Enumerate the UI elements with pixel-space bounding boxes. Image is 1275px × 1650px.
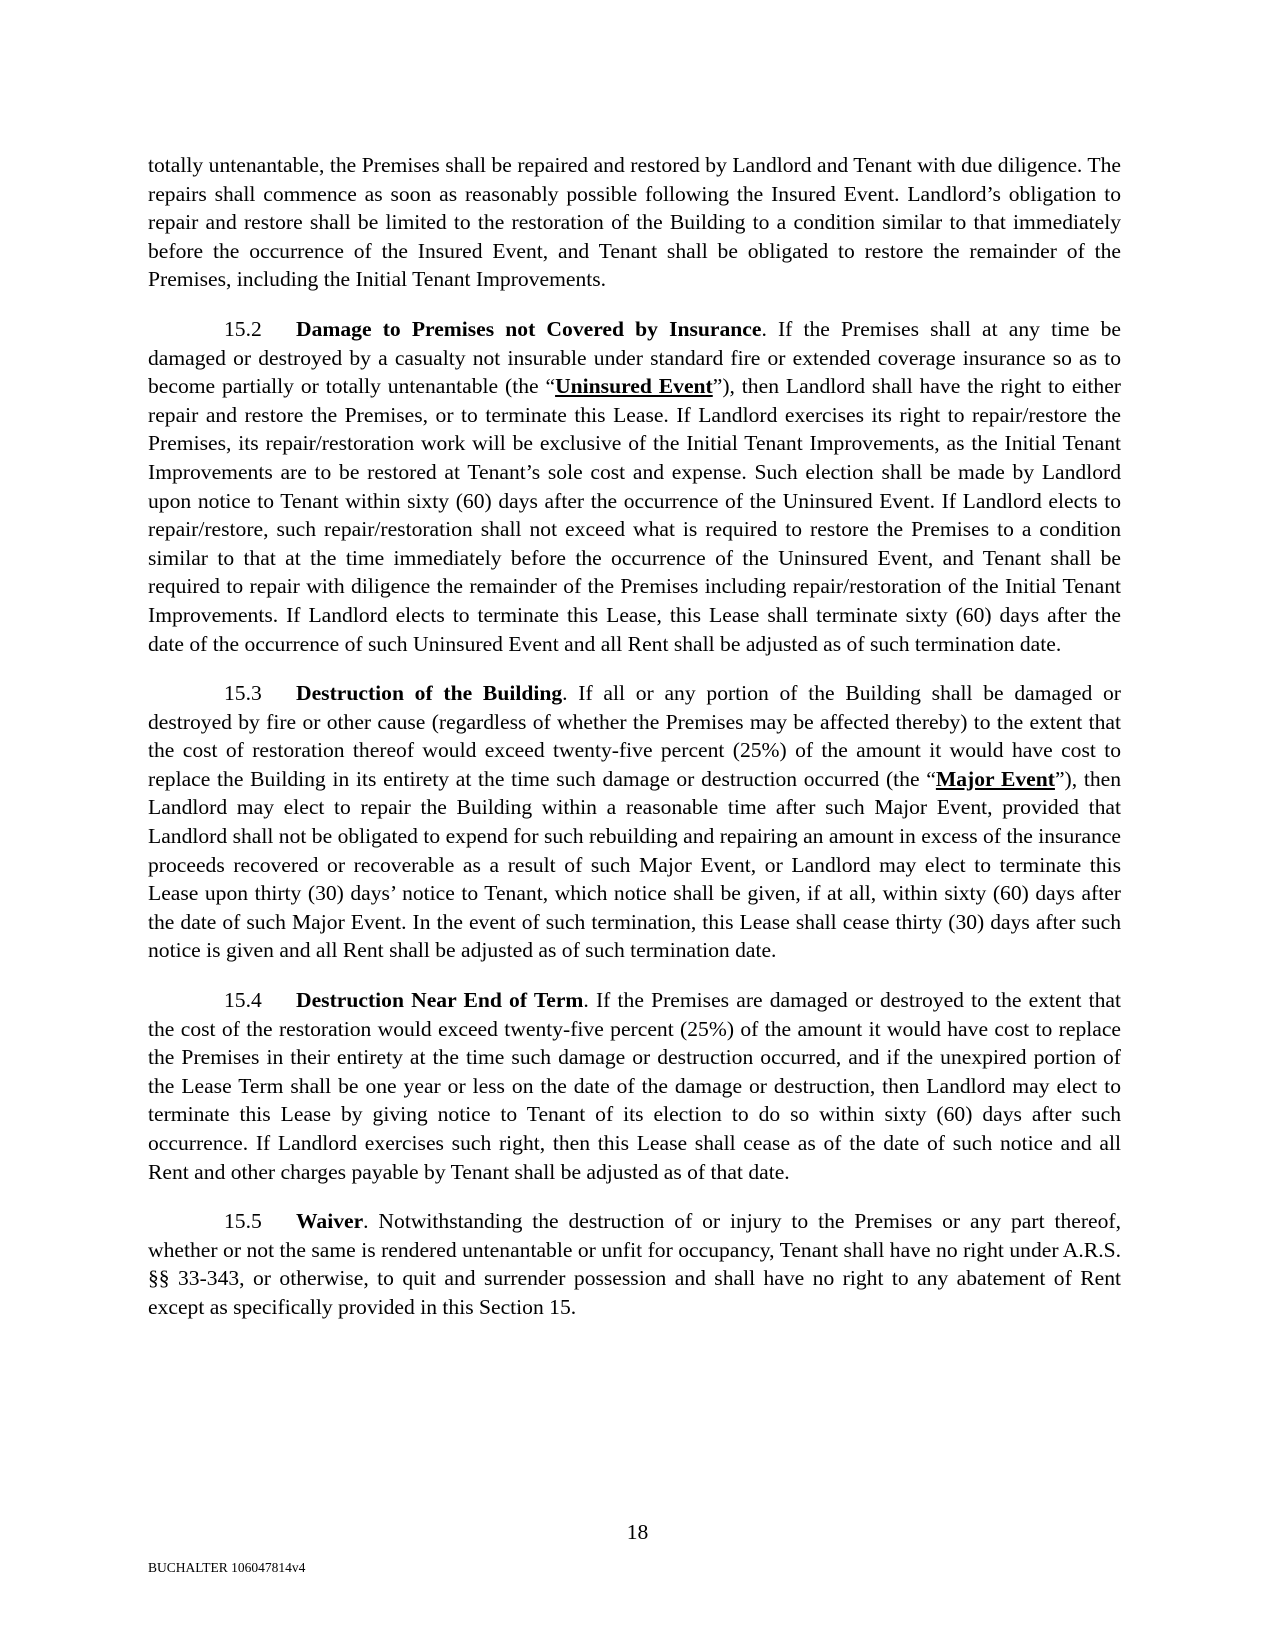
section-heading: Destruction of the Building: [296, 681, 563, 706]
section-number: 15.2: [224, 316, 262, 341]
section-heading: Waiver: [296, 1209, 364, 1234]
section-15-4: [148, 986, 1121, 1186]
section-text: . If the Premises are damaged or destroyed to the extent that the cost of the restoration would exceed twenty-five percent (25%) of the amount it would have cost to replace the Premises in their entirety at the time such damage or destruction occurred, and if the unexpired portion of the Lease Term shall be one year or less on the date of the damage or destruction, then Landlord may elect to terminate this Lease by giving notice to Tenant of its election to do so within sixty (60) days after such occurrence. If Landlord exercises such right, then this Lease shall cease as of the date of such notice and all Rent and other charges payable by Tenant shall be adjusted as of that date.: [148, 988, 1121, 1184]
section-15-5: [148, 1207, 1121, 1321]
section-text: ”), then Landlord may elect to repair the Building within a reasonable time after such Major Event, provided that Landlord shall not be obligated to expend for such rebuilding and repairing an amount in excess of the insurance proceeds recovered or recoverable as a result of such Major Event, or Landlord may elect to terminate this Lease upon thirty (30) days’ notice to Tenant, which notice shall be given, if at all, within sixty (60) days after the date of such Major Event. In the event of such termination, this Lease shall cease thirty (30) days after such notice is given and all Rent shall be adjusted as of such termination date.: [148, 766, 1122, 963]
section-text: . If all or any portion of the Building shall be damaged or destroyed by fire or other cause (regardless of whether the Premises may be affected thereby) to the extent that the cost of restoration thereof would exceed twenty-five percent (25%) of the amount it would have cost to replace the Building in its entirety at the time such damage or destruction occurred (the “: [148, 681, 1121, 791]
section-15-2: [148, 315, 1121, 658]
section-text: ”), then Landlord shall have the right to either repair and restore the Premises, or to terminate this Lease. If Landlord exercises its right to repair/restore the Premises, its repair/restoration work will be exclusive of the Initial Tenant Improvements, as the Initial Tenant Improvements are to be restored at Tenant’s sole cost and expense. Such election shall be made by Landlord upon notice to Tenant within sixty (60) days after the occurrence of the Uninsured Event. If Landlord elects to repair/restore, such repair/restoration shall not exceed what is required to restore the Premises to a condition similar to that at the time immediately before the occurrence of the Uninsured Event, and Tenant shall be required to repair with diligence the remainder of the Premises including repair/restoration of the Initial Tenant Improvements. If Landlord elects to terminate this Lease, this Lease shall terminate sixty (60) days after the date of the occurrence of such Uninsured Event and all Rent shall be adjusted as of such termination date.: [148, 374, 1122, 656]
document-body: [148, 151, 1121, 1343]
section-number: 15.4: [224, 988, 262, 1013]
section-number: 15.3: [224, 681, 262, 706]
defined-term: Major Event: [935, 766, 1055, 791]
section-heading: Destruction Near End of Term: [296, 988, 584, 1013]
footer-document-id: BUCHALTER 106047814v4: [148, 1560, 306, 1575]
section-15-3: [148, 679, 1121, 965]
section-number: 15.5: [224, 1209, 262, 1234]
defined-term: Uninsured Event: [555, 374, 713, 399]
section-text: . If the Premises shall at any time be damaged or destroyed by a casualty not insurable under standard fire or extended coverage insurance so as to become partially or totally untenantable (the “: [148, 316, 1121, 399]
section-heading: Damage to Premises not Covered by Insurance: [296, 316, 762, 341]
page-number: 18: [626, 1520, 649, 1544]
section-text: . Notwithstanding the destruction of or injury to the Premises or any part thereof, whether or not the same is rendered untenantable or unfit for occupancy, Tenant shall have no right under A.R.S. §§ 33-343, or otherwise, to quit and surrender possession and shall have no right to any abatement of Rent except as specifically provided in this Section 15.: [148, 1209, 1121, 1319]
intro-paragraph: totally untenantable, the Premises shall be repaired and restored by Landlord and Tenant with due diligence. The repairs shall commence as soon as reasonably possible following the Insured Event. Landlord’s obligation to repair and restore shall be limited to the restoration of the Building to a condition similar to that immediately before the occurrence of the Insured Event, and Tenant shall be obligated to restore the remainder of the Premises, including the Initial Tenant Improvements.: [148, 153, 1121, 292]
